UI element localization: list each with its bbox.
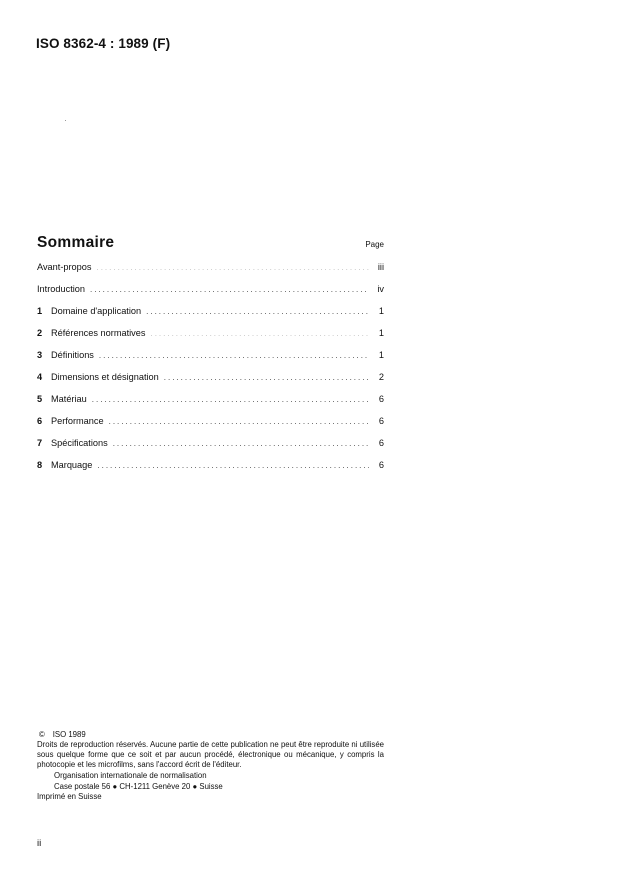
toc-entry-definitions <box>37 350 384 372</box>
toc-entry-number: 1 <box>37 306 43 316</box>
toc-title: Sommaire <box>37 234 115 251</box>
toc-entry-marquage <box>37 460 384 482</box>
toc-dot-leader <box>96 263 369 272</box>
toc-entry-materiau <box>37 394 384 416</box>
toc-entry-page: 2 <box>378 372 384 382</box>
table-of-contents <box>37 262 384 482</box>
toc-entry-number: 3 <box>37 350 43 360</box>
organization-address: Case postale 56 ● CH-1211 Genève 20 ● Suisse <box>54 782 223 791</box>
scan-speck <box>65 120 66 121</box>
toc-entry-label: Spécifications <box>51 438 108 448</box>
toc-entry-label: Avant-propos <box>37 262 92 272</box>
toc-dot-leader <box>113 439 369 448</box>
toc-dot-leader <box>97 461 369 470</box>
toc-entry-label: Définitions <box>51 350 94 360</box>
toc-dot-leader <box>109 417 369 426</box>
toc-entry-label: Matériau <box>51 394 87 404</box>
toc-entry-number: 6 <box>37 416 43 426</box>
toc-entry-label: Domaine d'application <box>51 306 142 316</box>
toc-entry-label: Dimensions et désignation <box>51 372 159 382</box>
copyright-icon: © <box>39 730 45 739</box>
rights-notice: Droits de reproduction réservés. Aucune partie de cette publication ne peut être reproduite ni utilisée sous quelque forme que ce soit et par aucun procédé, électronique ou mécanique, y compris la photocopie et les microfilms, sans l'accord écrit de l'éditeur. <box>37 740 384 769</box>
toc-page-column-label: Page <box>365 240 384 249</box>
toc-entry-page: 1 <box>378 328 384 338</box>
toc-dot-leader <box>99 351 369 360</box>
organization-name: Organisation internationale de normalisation <box>54 771 207 780</box>
toc-entry-page: iv <box>377 284 384 294</box>
toc-entry-label: Marquage <box>51 460 93 470</box>
toc-dot-leader <box>92 395 369 404</box>
toc-entry-page: 6 <box>378 438 384 448</box>
page-number: ii <box>37 838 42 849</box>
toc-entry-page: 1 <box>378 306 384 316</box>
toc-entry-label: Références normatives <box>51 328 146 338</box>
toc-entry-page: 6 <box>378 416 384 426</box>
toc-entry-number: 4 <box>37 372 43 382</box>
toc-dot-leader <box>150 329 369 338</box>
toc-entry-domaine <box>37 306 384 328</box>
toc-dot-leader <box>146 307 369 316</box>
toc-entry-introduction <box>37 284 384 306</box>
copyright-text: ISO 1989 <box>52 730 86 739</box>
toc-entry-page: 6 <box>378 460 384 470</box>
toc-entry-dimensions <box>37 372 384 394</box>
toc-entry-number: 2 <box>37 328 43 338</box>
toc-entry-label: Introduction <box>37 284 86 294</box>
toc-dot-leader <box>90 285 369 294</box>
toc-entry-performance <box>37 416 384 438</box>
toc-entry-page: 6 <box>378 394 384 404</box>
document-header: ISO 8362-4 : 1989 (F) <box>36 36 171 51</box>
toc-entry-number: 5 <box>37 394 43 404</box>
toc-entry-label: Performance <box>51 416 104 426</box>
toc-entry-page: 1 <box>378 350 384 360</box>
toc-dot-leader <box>164 373 369 382</box>
toc-entry-number: 7 <box>37 438 43 448</box>
copyright-line <box>37 730 384 740</box>
toc-entry-specifications <box>37 438 384 460</box>
toc-entry-page: iii <box>377 262 384 272</box>
copyright-footer <box>37 730 384 802</box>
toc-entry-number: 8 <box>37 460 43 470</box>
toc-entry-references <box>37 328 384 350</box>
toc-entry-avant-propos <box>37 262 384 284</box>
printed-in: Imprimé en Suisse <box>37 792 102 801</box>
